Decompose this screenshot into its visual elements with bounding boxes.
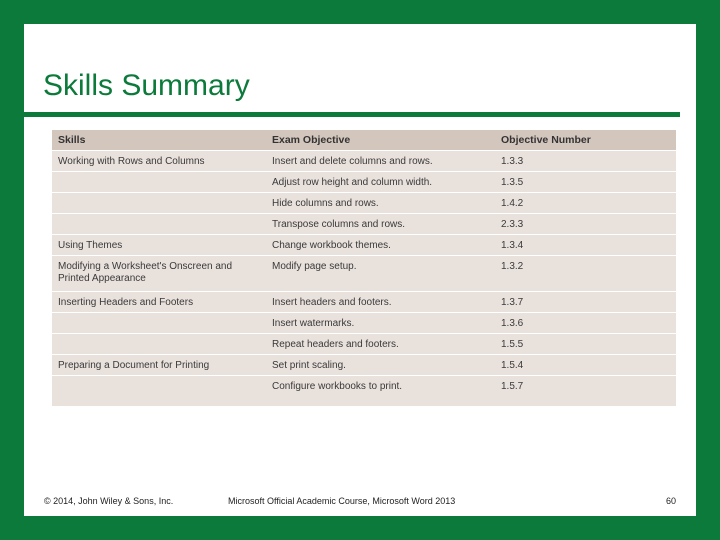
skill-cell (52, 313, 266, 334)
skill-cell: Inserting Headers and Footers (52, 292, 266, 313)
skills-table (52, 130, 676, 397)
table-row (52, 256, 676, 292)
footer-copyright: © 2014, John Wiley & Sons, Inc. (44, 496, 174, 506)
number-cell: 1.4.2 (495, 193, 676, 214)
table-row (52, 376, 676, 397)
table-row (52, 193, 676, 214)
table-row (52, 292, 676, 313)
number-cell: 1.3.4 (495, 235, 676, 256)
table-header-row (52, 130, 676, 151)
number-cell: 1.3.6 (495, 313, 676, 334)
objective-cell: Hide columns and rows. (266, 193, 495, 214)
skill-cell (52, 214, 266, 235)
objective-cell: Change workbook themes. (266, 235, 495, 256)
table-row (52, 235, 676, 256)
skill-cell (52, 376, 266, 397)
objective-cell: Insert watermarks. (266, 313, 495, 334)
number-cell: 1.5.7 (495, 376, 676, 397)
footer-course: Microsoft Official Academic Course, Microsoft Word 2013 (228, 496, 456, 506)
slide (24, 24, 696, 516)
number-cell: 1.3.3 (495, 151, 676, 172)
skill-cell: Working with Rows and Columns (52, 151, 266, 172)
objective-cell: Transpose columns and rows. (266, 214, 495, 235)
number-cell: 1.5.5 (495, 334, 676, 355)
objective-cell: Insert headers and footers. (266, 292, 495, 313)
table-row (52, 214, 676, 235)
number-cell: 1.3.7 (495, 292, 676, 313)
header-skills: Skills (52, 130, 266, 151)
title-divider (24, 112, 680, 117)
footer-page-number: 60 (665, 496, 676, 506)
objective-cell: Insert and delete columns and rows. (266, 151, 495, 172)
table-row (52, 151, 676, 172)
table-row (52, 172, 676, 193)
number-cell: 1.3.2 (495, 256, 676, 292)
skill-cell: Using Themes (52, 235, 266, 256)
table-row (52, 334, 676, 355)
objective-cell: Modify page setup. (266, 256, 495, 292)
slide-title: Skills Summary (43, 69, 250, 102)
skill-cell (52, 172, 266, 193)
table-row (52, 313, 676, 334)
objective-cell: Set print scaling. (266, 355, 495, 376)
header-objective-number: Objective Number (495, 130, 676, 151)
skill-cell: Modifying a Worksheet's Onscreen and Printed Appearance (52, 256, 266, 292)
objective-cell: Repeat headers and footers. (266, 334, 495, 355)
number-cell: 1.3.5 (495, 172, 676, 193)
number-cell: 2.3.3 (495, 214, 676, 235)
skill-cell: Preparing a Document for Printing (52, 355, 266, 376)
header-exam-objective: Exam Objective (266, 130, 495, 151)
skill-cell (52, 334, 266, 355)
objective-cell: Adjust row height and column width. (266, 172, 495, 193)
skills-table-container (52, 130, 676, 406)
number-cell: 1.5.4 (495, 355, 676, 376)
objective-cell: Configure workbooks to print. (266, 376, 495, 397)
skill-cell (52, 193, 266, 214)
table-row (52, 355, 676, 376)
